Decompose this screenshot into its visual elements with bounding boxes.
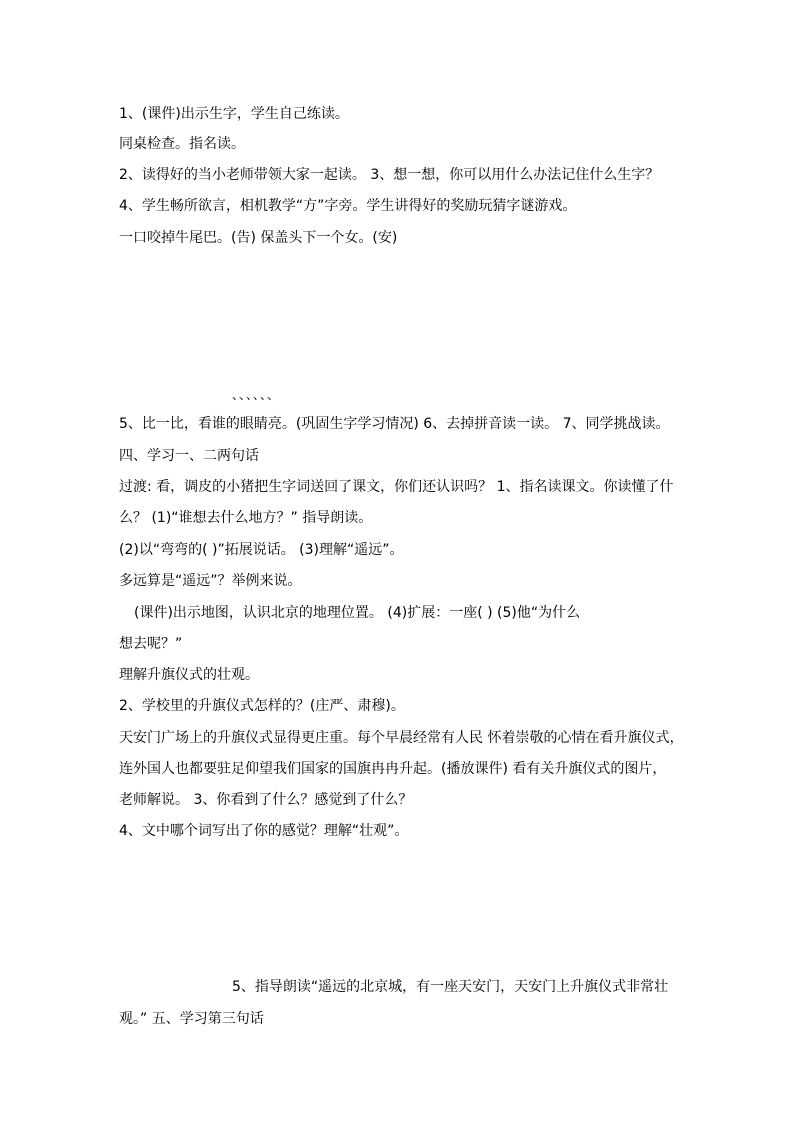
text-line: (课件)出示地图，认识北京的地理位置。 (4)扩展：一座( ) (5)他“为什么: [134, 605, 581, 621]
text-line: 1、(课件)出示生字，学生自己练读。: [119, 106, 349, 122]
tick-marks: 、、、、、、: [232, 388, 281, 402]
text-line: 同桌检查。指名读。: [119, 136, 245, 152]
text-line: 4、文中哪个词写出了你的感觉？理解“壮观”。: [119, 823, 409, 839]
text-line: 老师解说。 3、你看到了什么？感觉到了什么？: [119, 792, 413, 808]
text-line: 5、指导朗读“遥远的北京城，有一座天安门，天安门上升旗仪式非常壮: [232, 979, 669, 995]
text-line: (2)以“弯弯的( )”拓展说话。 (3)理解“遥远”。: [119, 542, 404, 558]
text-line: 4、学生畅所欲言，相机教学“方”字旁。学生讲得好的奖励玩猜字谜游戏。: [119, 198, 577, 214]
text-line: 理解升旗仪式的壮观。: [119, 667, 259, 683]
text-line: 观。” 五、学习第三句话: [119, 1011, 264, 1027]
text-line: 想去呢？”: [119, 636, 183, 652]
text-line: 连外国人也都要驻足仰望我们国家的国旗冉冉升起。(播放课件) 看有关升旗仪式的图片，: [119, 761, 667, 777]
text-line: 2、学校里的升旗仪式怎样的？(庄严、肃穆)。: [119, 698, 405, 714]
text-line: 多远算是“遥远”？举例来说。: [119, 573, 302, 589]
text-line: 过渡: 看，调皮的小猪把生字词送回了课文，你们还认识吗？ 1、指名读课文。你读懂了什: [119, 479, 674, 495]
text-line: 一口咬掉牛尾巴。(告) 保盖头下一个女。(安): [119, 230, 398, 246]
section-heading: 四、学习一、二两句话: [119, 448, 259, 464]
text-line: 5、比一比，看谁的眼睛亮。(巩固生字学习情况) 6、去掉拼音读一读。 7、同学挑战读。: [119, 416, 670, 432]
text-line: 么？ (1)“谁想去什么地方？” 指导朗读。: [119, 510, 373, 526]
text-line: 2、读得好的当小老师带领大家一起读。 3、想一想，你可以用什么办法记住什么生字？: [119, 167, 660, 183]
text-line: 天安门广场上的升旗仪式显得更庄重。每个早晨经常有人民 怀着崇敬的心情在看升旗仪式，: [119, 730, 684, 746]
